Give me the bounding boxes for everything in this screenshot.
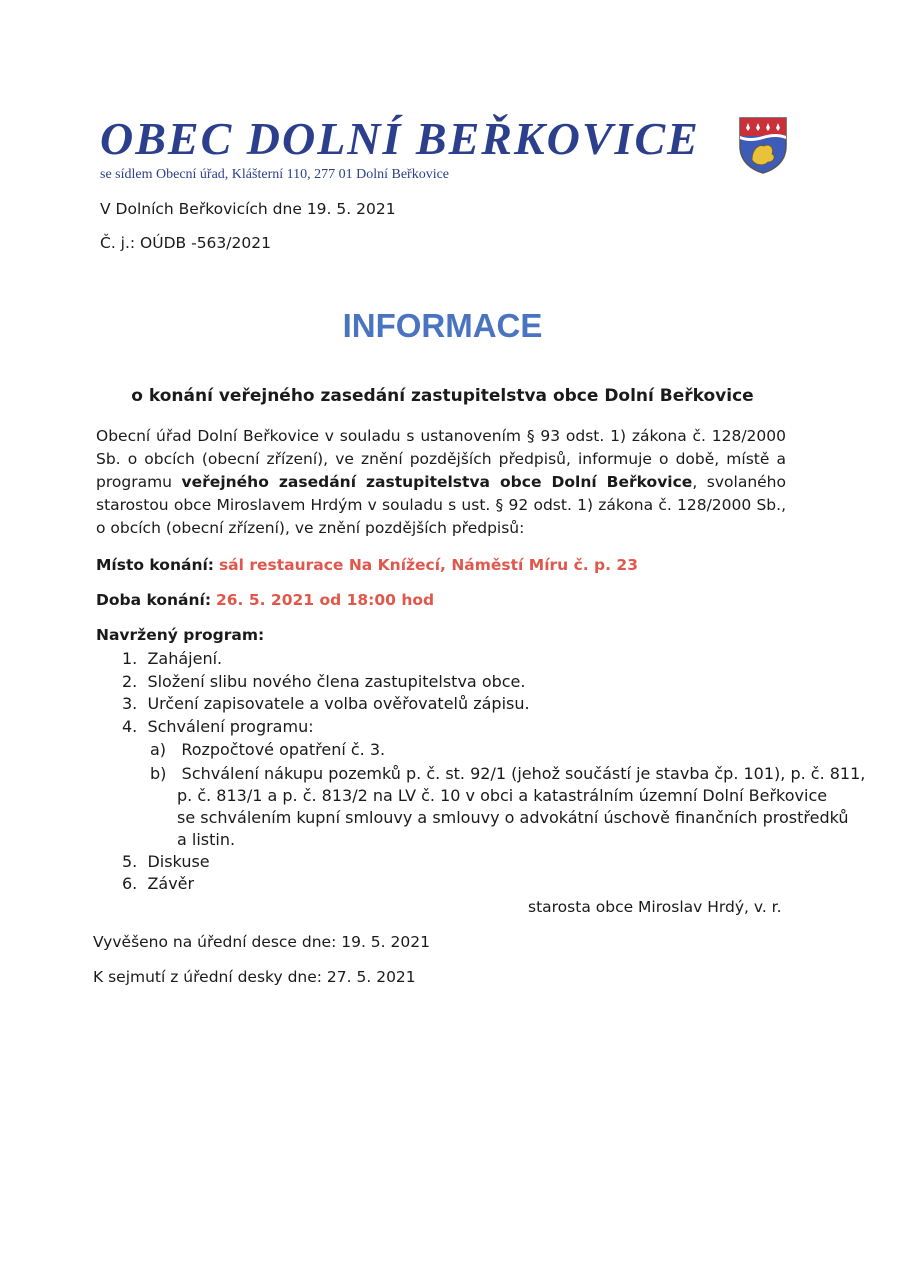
meeting-place xyxy=(96,556,638,574)
intro-paragraph xyxy=(96,425,786,540)
coat-of-arms-icon xyxy=(738,116,788,174)
list-item xyxy=(122,694,530,713)
item-text: Složení slibu nového člena zastupitelstva obce. xyxy=(147,672,526,691)
subitem-text-line: se schválením kupní smlouvy a smlouvy o advokátní úschově finančních prostředků xyxy=(177,808,849,827)
document-subheading: o konání veřejného zasedání zastupitelstva obce Dolní Beřkovice xyxy=(131,386,754,406)
reference-number: Č. j.: OÚDB -563/2021 xyxy=(100,234,271,252)
item-text: Závěr xyxy=(147,874,195,893)
list-item xyxy=(122,672,525,691)
document-heading: INFORMACE xyxy=(342,307,543,344)
list-item xyxy=(122,649,222,668)
item-number: 3. xyxy=(122,694,138,713)
item-text: Diskuse xyxy=(147,852,210,871)
date-line: V Dolních Beřkovicích dne 19. 5. 2021 xyxy=(100,200,396,218)
sublist-item xyxy=(150,764,865,783)
list-item xyxy=(122,717,314,736)
meeting-place-value: sál restaurace Na Knížecí, Náměstí Míru č. p. 23 xyxy=(218,556,638,574)
subitem-text-line: a listin. xyxy=(177,830,236,849)
intro-text-1: Obecní úřad Dolní Beřkovice v souladu s ustanovením § 93 odst. 1) zákona č. 128/2000 Sb. o obcích (obecní zřízení), ve znění pozdějších předpisů, informuje o době, místě a programu xyxy=(96,427,786,491)
subitem-text: Rozpočtové opatření č. 3. xyxy=(181,740,386,759)
item-number: 6. xyxy=(122,874,138,893)
meeting-time-value: 26. 5. 2021 od 18:00 hod xyxy=(215,591,435,609)
intro-text-2: , svolaného starostou obce Miroslavem Hrdým v souladu s ust. § 92 odst. 1) zákona č. 128/2000 Sb., o obcích (obecní zřízení), ve znění pozdějších předpisů: xyxy=(96,473,786,537)
item-number: 4. xyxy=(122,717,138,736)
list-item xyxy=(122,852,210,871)
subitem-letter: b) xyxy=(150,764,167,783)
list-item xyxy=(122,874,194,893)
municipality-seat: se sídlem Obecní úřad, Klášterní 110, 277 01 Dolní Beřkovice xyxy=(100,167,450,182)
item-text: Schválení programu: xyxy=(147,717,314,736)
sublist-item xyxy=(150,740,385,759)
meeting-place-label: Místo konání: xyxy=(96,556,214,574)
subitem-letter: a) xyxy=(150,740,167,759)
posted-date: Vyvěšeno na úřední desce dne: 19. 5. 2021 xyxy=(93,933,430,951)
item-text: Zahájení. xyxy=(147,649,223,668)
item-number: 2. xyxy=(122,672,138,691)
program-label: Navržený program: xyxy=(96,626,265,644)
item-number: 5. xyxy=(122,852,138,871)
meeting-time xyxy=(96,591,434,609)
item-text: Určení zapisovatele a volba ověřovatelů zápisu. xyxy=(147,694,530,713)
meeting-time-label: Doba konání: xyxy=(96,591,212,609)
item-number: 1. xyxy=(122,649,138,668)
mayor-signature: starosta obce Miroslav Hrdý, v. r. xyxy=(528,898,782,916)
removal-date: K sejmutí z úřední desky dne: 27. 5. 2021 xyxy=(93,968,416,986)
subitem-text-line: p. č. 813/1 a p. č. 813/2 na LV č. 10 v obci a katastrálním územní Dolní Beřkovice xyxy=(177,786,828,805)
municipality-title: OBEC DOLNÍ BEŘKOVICE xyxy=(100,113,700,164)
intro-text-bold: veřejného zasedání zastupitelstva obce Dolní Beřkovice xyxy=(181,473,693,491)
subitem-text: Schválení nákupu pozemků p. č. st. 92/1 (jehož součástí je stavba čp. 101), p. č. 811, xyxy=(181,764,866,783)
